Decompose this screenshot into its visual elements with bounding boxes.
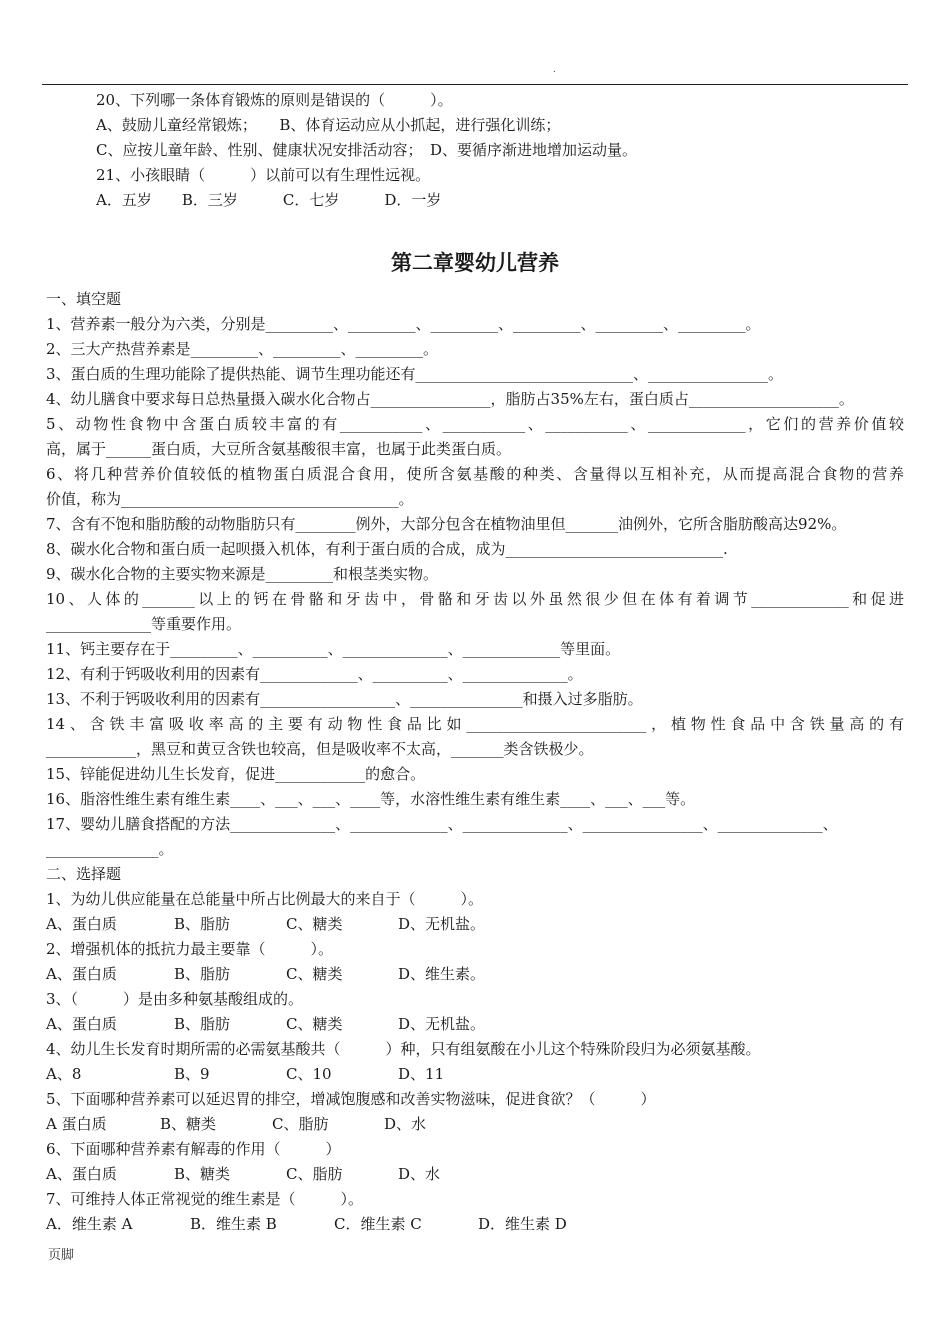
fill-item-6: 6、将几种营养价值较低的植物蛋白质混合食用，使所含氨基酸的种类、含量得以互相补充，从而提高混合食物的营养 xyxy=(46,465,904,483)
fill-item-11: 11、钙主要存在于_________、__________、______________、_____________等里面。 xyxy=(46,640,621,658)
question-20-options-cd: C、应按儿童年龄、性别、健康状况安排活动容； D、要循序渐进地增加运动量。 xyxy=(96,141,638,159)
choice-question-4: 4、幼儿生长发育时期所需的必需氨基酸共（ ）种，只有组氨酸在小儿这个特殊阶段归为必须氨基酸。 xyxy=(46,1040,761,1058)
fill-item-8: 8、碳水化合物和蛋白质一起呗摄入机体，有利于蛋白质的合成，成为_____________________________. xyxy=(46,540,728,558)
option-a: A、8 xyxy=(46,1065,82,1083)
fill-item-10-cont: ______________等重要作用。 xyxy=(46,615,242,633)
choice-question-3: 3、（ ）是由多种氨基酸组成的。 xyxy=(46,990,304,1008)
choice-question-2: 2、增强机体的抵抗力最主要靠（ ）。 xyxy=(46,940,334,958)
question-20-options-ab: A、鼓励儿童经常锻炼； B、体育运动应从小抓起，进行强化训练； xyxy=(96,116,561,134)
fill-item-2: 2、三大产热营养素是_________、_________、_________。 xyxy=(46,340,439,358)
fill-item-1: 1、营养素一般分为六类，分别是_________、_________、_________、_________、_________、_________。 xyxy=(46,315,761,333)
fill-item-13: 13、不利于钙吸收利用的因素有__________________、_______________和摄入过多脂肪。 xyxy=(46,690,643,708)
option-d: D、无机盐。 xyxy=(398,1015,486,1033)
choice-question-5: 5、下面哪种营养素可以延迟胃的排空，增减饱腹感和改善实物滋味，促进食欲？（ ） xyxy=(46,1090,656,1108)
option-c: C、10 xyxy=(286,1065,332,1083)
fill-item-16: 16、脂溶性维生素有维生素____、___、___、____等，水溶性维生素有维生素____、___、___等。 xyxy=(46,790,696,808)
choice-options-1 xyxy=(46,914,485,934)
option-a: A 蛋白质 xyxy=(46,1115,107,1133)
fill-item-4: 4、幼儿膳食中要求每日总热量摄入碳水化合物占________________，脂肪占35%左右，蛋白质占____________________。 xyxy=(46,390,854,408)
option-b: B．维生素 B xyxy=(190,1215,277,1233)
question-21: 21、小孩眼睛（ ）以前可以有生理性远视。 xyxy=(96,166,431,184)
choice-options-7 xyxy=(46,1214,567,1234)
option-c: C、脂肪 xyxy=(286,1165,343,1183)
chapter-title: 第二章婴幼儿营养 xyxy=(391,250,559,275)
option-c: C、糖类 xyxy=(286,915,343,933)
fill-item-12: 12、有利于钙吸收利用的因素有_____________、__________、______________。 xyxy=(46,665,583,683)
option-c: C、糖类 xyxy=(286,1015,343,1033)
section-fill-heading: 一、填空题 xyxy=(46,290,122,308)
option-b: B、9 xyxy=(174,1065,210,1083)
page-footer: 页脚 xyxy=(48,1248,75,1263)
option-c: C、糖类 xyxy=(286,965,343,983)
option-c: C、脂肪 xyxy=(272,1115,329,1133)
option-d: D、无机盐。 xyxy=(398,915,486,933)
option-b: B、糖类 xyxy=(174,1165,231,1183)
option-b: B、糖类 xyxy=(160,1115,217,1133)
option-b: B、脂肪 xyxy=(174,915,231,933)
option-b: B、脂肪 xyxy=(174,1015,231,1033)
fill-item-7: 7、含有不饱和脂肪酸的动物脂肪只有________例外，大部分包含在植物油里但_______油例外，它所含脂肪酸高达92%。 xyxy=(46,515,847,533)
fill-item-10: 10、人体的_______以上的钙在骨骼和牙齿中，骨骼和牙齿以外虽然很少但在体有着调节_____________和促进 xyxy=(46,590,904,608)
option-b: B、脂肪 xyxy=(174,965,231,983)
fill-item-14-cont: ____________，黑豆和黄豆含铁也较高，但是吸收率不太高，_______类含铁极少。 xyxy=(46,740,594,758)
option-a: A、蛋白质 xyxy=(46,1015,117,1033)
section-choice-heading: 二、选择题 xyxy=(46,865,122,883)
option-d: D、水 xyxy=(398,1165,441,1183)
fill-item-15: 15、锌能促进幼儿生长发育，促进____________的愈合。 xyxy=(46,765,426,783)
fill-item-17-cont: _______________。 xyxy=(46,840,174,858)
question-20: 20、下列哪一条体育锻炼的原则是错误的（ ）。 xyxy=(96,91,453,109)
header-mark: . xyxy=(553,65,556,75)
option-d: D、水 xyxy=(384,1115,427,1133)
option-a: A、蛋白质 xyxy=(46,965,117,983)
fill-item-6-cont: 价值，称为_____________________________________。 xyxy=(46,490,414,508)
option-c: C．维生素 C xyxy=(334,1215,422,1233)
fill-item-3: 3、蛋白质的生理功能除了提供热能、调节生理功能还有_____________________________、________________。 xyxy=(46,365,784,383)
choice-options-5 xyxy=(46,1114,426,1134)
option-d: D、11 xyxy=(398,1065,445,1083)
fill-item-17: 17、婴幼儿膳食搭配的方法______________、_____________、______________、________________、______________、 xyxy=(46,815,838,833)
header-rule xyxy=(42,84,908,85)
choice-options-6 xyxy=(46,1164,440,1184)
choice-question-7: 7、可维持人体正常视觉的维生素是（ ）。 xyxy=(46,1190,364,1208)
choice-options-2 xyxy=(46,964,485,984)
option-d: D、维生素。 xyxy=(398,965,486,983)
question-21-options: A．五岁 B．三岁 C．七岁 D．一岁 xyxy=(96,191,442,209)
fill-item-14: 14、含铁丰富吸收率高的主要有动物性食品比如________________________，植物性食品中含铁量高的有 xyxy=(46,715,904,733)
choice-question-6: 6、下面哪种营养素有解毒的作用（ ） xyxy=(46,1140,341,1158)
choice-options-3 xyxy=(46,1014,485,1034)
option-a: A．维生素 A xyxy=(46,1215,133,1233)
choice-options-4 xyxy=(46,1064,444,1084)
option-a: A、蛋白质 xyxy=(46,1165,117,1183)
fill-item-9: 9、碳水化合物的主要实物来源是_________和根茎类实物。 xyxy=(46,565,439,583)
option-d: D．维生素 D xyxy=(478,1215,567,1233)
choice-question-1: 1、为幼儿供应能量在总能量中所占比例最大的来自于（ ）。 xyxy=(46,890,484,908)
option-a: A、蛋白质 xyxy=(46,915,117,933)
fill-item-5-cont: 高，属于______蛋白质，大豆所含氨基酸很丰富，也属于此类蛋白质。 xyxy=(46,440,512,458)
fill-item-5: 5、动物性食物中含蛋白质较丰富的有___________、___________、___________、_____________，它们的营养价值较 xyxy=(46,415,904,433)
